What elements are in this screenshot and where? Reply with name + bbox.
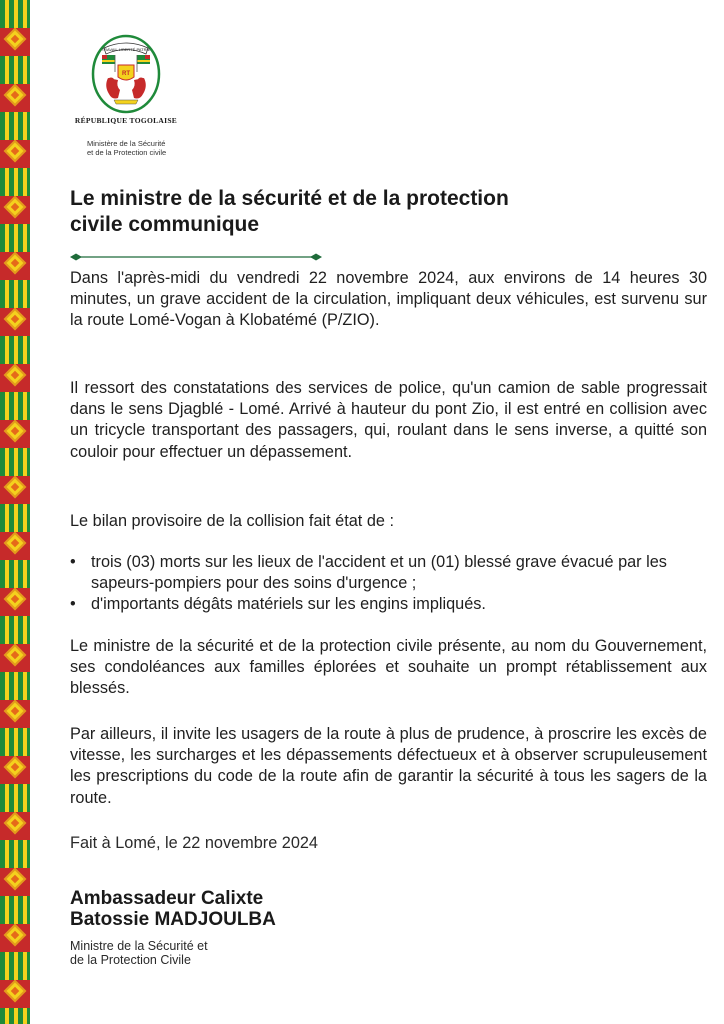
- title-divider: [70, 252, 322, 262]
- border-tile: [0, 56, 30, 112]
- border-tile: [0, 952, 30, 1008]
- border-tile: [0, 840, 30, 896]
- ministry-line: Ministère de la Sécurité: [87, 139, 166, 148]
- signatory-role: [70, 939, 208, 967]
- title-line: civile communique: [70, 213, 260, 236]
- svg-text:RT: RT: [122, 71, 130, 77]
- role-line: de la Protection Civile: [70, 953, 191, 967]
- list-item: • d'importants dégâts matériels sur les engins impliqués.: [70, 594, 707, 615]
- toll-list: [70, 552, 707, 616]
- signatory-name: [70, 888, 276, 930]
- border-tile: [0, 672, 30, 728]
- border-tile: [0, 0, 30, 56]
- paragraph-accident-summary: Dans l'après-midi du vendredi 22 novembre 2024, aux environs de 14 heures 30 minutes, un grave accident de la circulation, impliquant deux véhicules, est survenu sur la route Lomé-Vogan à Klobatémé (P/ZIO).: [70, 269, 707, 330]
- signatory-line: Batossie MADJOULBA: [70, 909, 276, 930]
- ministry-line: et de la Protection civile: [87, 148, 167, 157]
- border-tile: [0, 280, 30, 336]
- ministry-header: [87, 139, 166, 157]
- paragraph-condolences: Le ministre de la sécurité et de la protection civile présente, au nom du Gouvernement, ses condoléances aux familles éplorées et souhaite un prompt rétablissement aux blessés.: [70, 637, 707, 698]
- border-tile: [0, 1008, 30, 1024]
- border-tile: [0, 560, 30, 616]
- border-tile: [0, 728, 30, 784]
- togo-coat-of-arms-icon: [90, 34, 162, 114]
- paragraph-provisional-toll: Le bilan provisoire de la collision fait état de :: [70, 512, 395, 530]
- republic-name: RÉPUBLIQUE TOGOLAISE: [74, 116, 178, 125]
- border-tile: [0, 448, 30, 504]
- paragraph-police-findings: Il ressort des constatations des services de police, qu'un camion de sable progressait dans le sens Djagblé - Lomé. Arrivé à hauteur du pont Zio, il est entré en collision avec un tricycle transportant des passagers, qui, roulant dans le sens inverse, a quitté son couloir pour effectuer un dépassement.: [70, 379, 707, 461]
- border-tile: [0, 336, 30, 392]
- place-and-date: Fait à Lomé, le 22 novembre 2024: [70, 834, 318, 852]
- title-line: Le ministre de la sécurité et de la protection: [70, 187, 509, 210]
- border-tile: [0, 392, 30, 448]
- border-tile: [0, 784, 30, 840]
- decorative-border-strip: [0, 0, 30, 1024]
- list-item: • trois (03) morts sur les lieux de l'accident et un (01) blessé grave évacué par les sapeurs-pompiers pour des soins d'urgence ;: [70, 552, 707, 594]
- border-tile: [0, 896, 30, 952]
- role-line: Ministre de la Sécurité et: [70, 939, 208, 953]
- border-tile: [0, 168, 30, 224]
- signatory-line: Ambassadeur Calixte: [70, 888, 264, 909]
- emblem-block: [74, 34, 178, 125]
- document-title: [70, 186, 590, 238]
- border-tile: [0, 112, 30, 168]
- border-tile: [0, 504, 30, 560]
- border-tile: [0, 616, 30, 672]
- border-tile: [0, 224, 30, 280]
- svg-text:TRAVAIL LIBERTÉ PATRIE: TRAVAIL LIBERTÉ PATRIE: [101, 47, 151, 52]
- paragraph-road-safety-appeal: Par ailleurs, il invite les usagers de la route à plus de prudence, à proscrire les excès de vitesse, les surcharges et les dépassements défectueux et à observer scrupuleusement les prescriptions du code de la route afin de garantir la sécurité à tous les sagers de la route.: [70, 725, 707, 807]
